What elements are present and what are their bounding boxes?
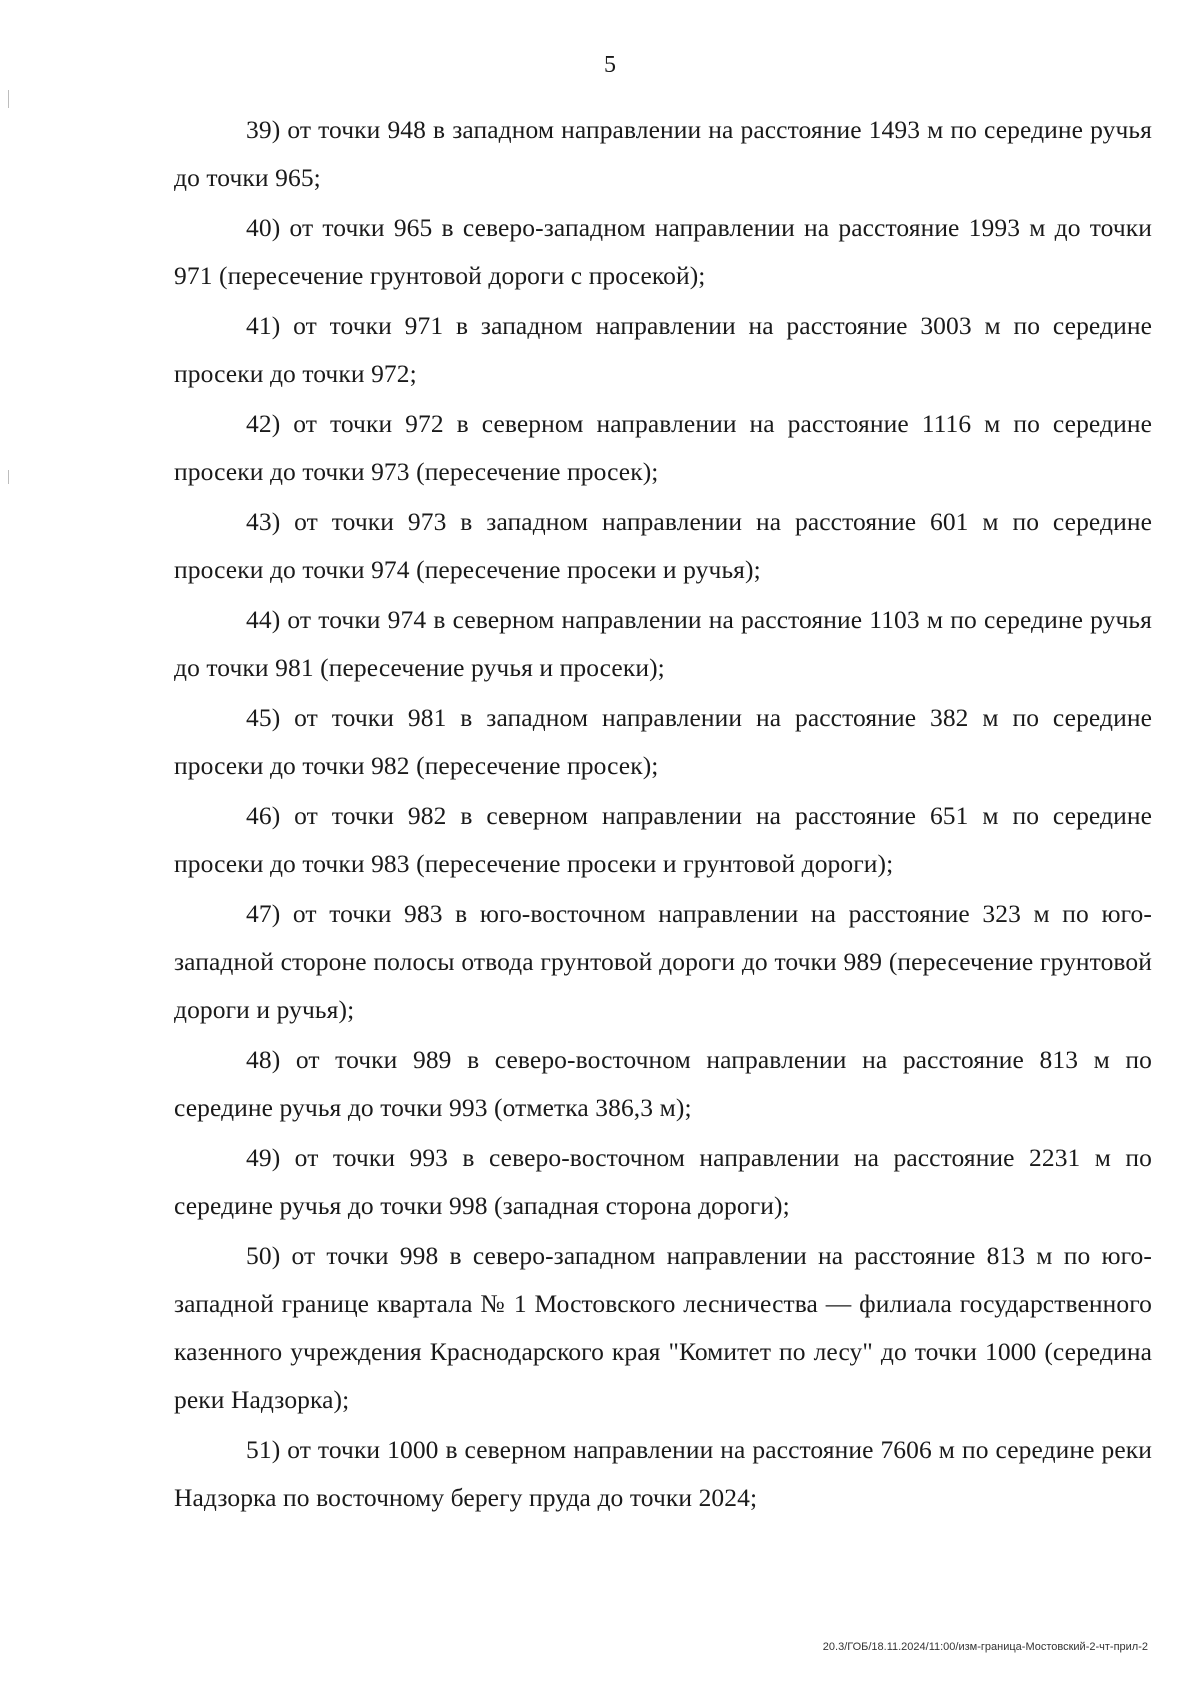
paragraph-47: 47) от точки 983 в юго-восточном направлении на расстояние 323 м по юго-западной стороне полосы отвода грунтовой дороги до точки 989 (пересечение грунтовой дороги и ручья); xyxy=(174,899,1152,1024)
paragraph-46: 46) от точки 982 в северном направлении на расстояние 651 м по середине просеки до точки 983 (пересечение просеки и грунтовой дороги); xyxy=(174,801,1152,878)
paragraph-45: 45) от точки 981 в западном направлении на расстояние 382 м по середине просеки до точки 982 (пересечение просек); xyxy=(174,703,1152,780)
document-footer-code: 20.3/ГОБ/18.11.2024/11:00/изм-граница-Мостовский-2-чт-прил-2 xyxy=(822,1641,1148,1653)
page-number: 5 xyxy=(604,52,616,78)
scan-edge-mark xyxy=(8,470,9,484)
paragraph-50: 50) от точки 998 в северо-западном направлении на расстояние 813 м по юго-западной границе квартала № 1 Мостовского лесничества — филиала государственного казенного учреждения Краснодарского края "Комитет по лесу" до точки 1000 (середина реки Надзорка); xyxy=(174,1241,1152,1414)
paragraph-42: 42) от точки 972 в северном направлении на расстояние 1116 м по середине просеки до точки 973 (пересечение просек); xyxy=(174,409,1152,486)
paragraph-44: 44) от точки 974 в северном направлении на расстояние 1103 м по середине ручья до точки 981 (пересечение ручья и просеки); xyxy=(174,605,1152,682)
scan-edge-mark xyxy=(8,90,9,108)
paragraph-40: 40) от точки 965 в северо-западном направлении на расстояние 1993 м до точки 971 (пересечение грунтовой дороги с просекой); xyxy=(174,213,1152,290)
paragraph-41: 41) от точки 971 в западном направлении на расстояние 3003 м по середине просеки до точки 972; xyxy=(174,311,1152,388)
paragraph-39: 39) от точки 948 в западном направлении на расстояние 1493 м по середине ручья до точки 965; xyxy=(174,115,1152,192)
paragraph-49: 49) от точки 993 в северо-восточном направлении на расстояние 2231 м по середине ручья до точки 998 (западная сторона дороги); xyxy=(174,1143,1152,1220)
paragraph-48: 48) от точки 989 в северо-восточном направлении на расстояние 813 м по середине ручья до точки 993 (отметка 386,3 м); xyxy=(174,1045,1152,1122)
paragraph-51: 51) от точки 1000 в северном направлении на расстояние 7606 м по середине реки Надзорка по восточному берегу пруда до точки 2024; xyxy=(174,1435,1152,1512)
paragraph-43: 43) от точки 973 в западном направлении на расстояние 601 м по середине просеки до точки 974 (пересечение просеки и ручья); xyxy=(174,507,1152,584)
document-body xyxy=(174,106,1152,1524)
